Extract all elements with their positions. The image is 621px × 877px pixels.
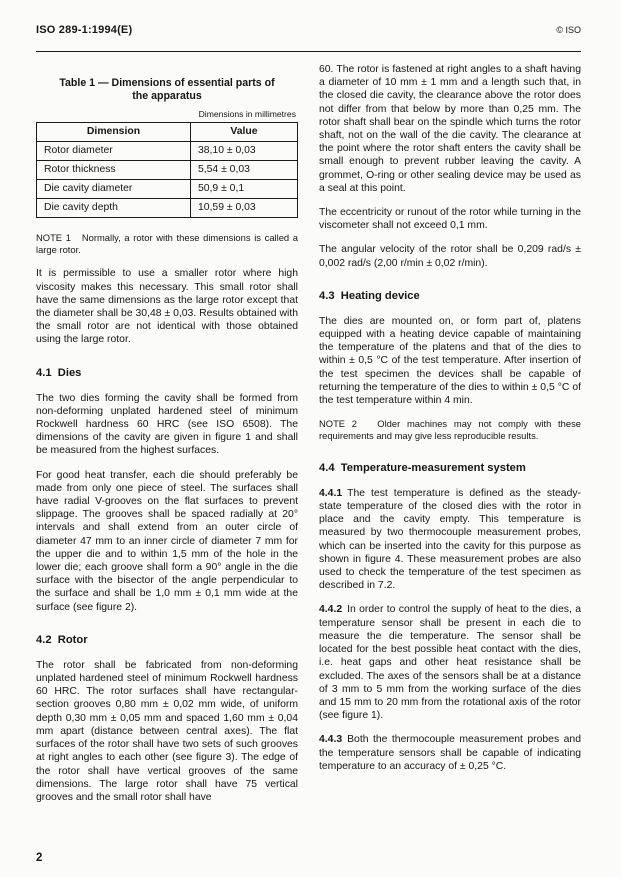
right-column bbox=[319, 63, 581, 815]
table-cell-value: 10,59 ± 0,03 bbox=[190, 198, 297, 217]
table-cell-value: 38,10 ± 0,03 bbox=[190, 141, 297, 160]
table-cell-value: 50,9 ± 0,1 bbox=[190, 179, 297, 198]
heading-4-1-dies: 4.1 Dies bbox=[36, 366, 82, 379]
table-cell-dimension: Die cavity depth bbox=[37, 198, 191, 217]
clause-number: 4.4.2 bbox=[319, 604, 343, 616]
copyright-notice: © ISO bbox=[556, 25, 581, 35]
table-cell-dimension: Die cavity diameter bbox=[37, 179, 191, 198]
header-rule bbox=[36, 51, 581, 52]
two-column-layout bbox=[36, 63, 581, 815]
table-cell-value: 5,54 ± 0,03 bbox=[190, 160, 297, 179]
table1-col-header-value: Value bbox=[190, 122, 297, 141]
page-header bbox=[36, 24, 581, 36]
document-id: ISO 289-1:1994(E) bbox=[36, 24, 133, 36]
table-row bbox=[37, 141, 298, 160]
heading-4-4-temperature-system: 4.4 Temperature-measurement system bbox=[319, 461, 526, 474]
page-number: 2 bbox=[36, 852, 43, 864]
table1-dimensions bbox=[36, 122, 298, 218]
paragraph-4-3: The dies are mounted on, or form part of, platens equipped with a heating device capable of maintaining the temperature of the platens and that of the dies to within ± 0,5 °C of the test temperature. After insertion of the test specimen the devices shall be capable of returning the temperature of the dies to within ± 0,5 °C of the test temperature within 4 min. bbox=[319, 315, 581, 407]
table-cell-dimension: Rotor diameter bbox=[37, 141, 191, 160]
paragraph-4-4-1 bbox=[319, 487, 581, 593]
paragraph-4-2: The rotor shall be fabricated from non-deforming unplated hardened steel of minimum Rockwell hardness 60 HRC. The rotor surfaces shall have rectangular-section grooves 0,80 mm ± 0,02 mm wide, of uniform depth 0,30 mm ± 0,05 mm and spaced 1,60 mm ± 0,04 mm apart (distance between central axes). The flat surfaces of the rotor shall have two sets of such grooves at right angles to each other (see figure 3). The edge of the rotor shall have vertical grooves of the same dimensions. The large rotor shall have 75 vertical grooves and the small rotor shall have bbox=[36, 659, 298, 803]
paragraph-angular-velocity: The angular velocity of the rotor shall be 0,209 rad/s ± 0,002 rad/s (2,00 r/min ± 0,02 r/min). bbox=[319, 244, 581, 269]
table-row bbox=[37, 198, 298, 217]
table-header-row bbox=[37, 122, 298, 141]
clause-text: Both the thermocouple measurement probes and the temperature sensors shall be capable of indicating temperature to an accuracy of ± 0,25 °C. bbox=[319, 734, 581, 772]
table1-units-note: Dimensions in millimetres bbox=[198, 108, 296, 119]
table1-caption: Table 1 — Dimensions of essential parts of the apparatus bbox=[59, 77, 275, 103]
paragraph-4-4-2 bbox=[319, 603, 581, 722]
paragraph-rotor-continued: 60. The rotor is fastened at right angles to a shaft having a diameter of 10 mm ± 1 mm and a length such that, in the closed die cavity, the clearance above the rotor does not differ from that below by more than 0,25 mm. The rotor shaft shall bear on the spindle which turns the rotor shaft, not on the wall of the die cavity. The clearance at the point where the rotor shaft enters the cavity shall be small enough to prevent rubber leaving the cavity. A grommet, O-ring or other sealing device may be used as a seal at this point. bbox=[319, 64, 581, 194]
note-1: NOTE 1 Normally, a rotor with these dimensions is called a large rotor. bbox=[36, 231, 298, 255]
left-column bbox=[36, 63, 298, 815]
paragraph-small-rotor: It is permissible to use a smaller rotor where high viscosity makes this necessary. This small rotor shall have the same dimensions as the large rotor except that the diameter shall be 30,48 ± 0,03. Results obtained with the small rotor are not identical with those obtained using the large rotor. bbox=[36, 268, 298, 346]
clause-text: The test temperature is defined as the steady-state temperature of the closed dies with the rotor in place and the cavity empty. This temperature is measured by two thermocouple measurement probes, which can be inserted into the cavity for this purpose as shown in figure 4. These measurement probes are also used to check the temperature of the test specimen as described in 7.2. bbox=[319, 487, 581, 592]
paragraph-eccentricity: The eccentricity or runout of the rotor while turning in the viscometer shall not exceed 0,1 mm. bbox=[319, 207, 581, 232]
paragraph-4-1-b: For good heat transfer, each die should preferably be made from only one piece of steel. The surfaces shall have radial V-grooves on the flat surfaces to prevent slippage. The grooves shall be spaced radially at 20° intervals and shall extend from an outer circle of diameter 47 mm to an inner circle of diameter 7 mm for the upper die and to within 1,5 mm of the hole in the lower die; each groove shall form a 90° angle in the die surface with the bisector of the angle perpendicular to the surface and shall be 1,0 mm ± 0,1 mm wide at the surface (see figure 2). bbox=[36, 469, 298, 613]
note-2: NOTE 2 Older machines may not comply with these requirements and may give less reproducible results. bbox=[319, 418, 581, 442]
table1-col-header-dimension: Dimension bbox=[37, 122, 191, 141]
clause-number: 4.4.1 bbox=[319, 487, 343, 499]
table-row bbox=[37, 160, 298, 179]
paragraph-4-4-3 bbox=[319, 733, 581, 773]
paragraph-4-1-a: The two dies forming the cavity shall be formed from non-deforming unplated hardened steel of minimum Rockwell hardness 60 HRC (see ISO 6508). The dimensions of the cavity are given in figure 1 and shall be measured from the highest surfaces. bbox=[36, 392, 298, 457]
heading-4-2-rotor: 4.2 Rotor bbox=[36, 633, 88, 646]
heading-4-3-heating-device: 4.3 Heating device bbox=[319, 289, 420, 302]
clause-number: 4.4.3 bbox=[319, 734, 343, 746]
clause-text: In order to control the supply of heat to the dies, a temperature sensor shall be present in each die to measure the die temperature. The sensor shall be located for the best possible heat contact with the dies, i.e. heat gaps and other heat resistance shall be excluded. The axes of the sensors shall be at a distance of 3 mm to 5 mm from the working surface of the dies and 15 mm to 20 mm from the rotational axis of the rotor (see figure 1). bbox=[319, 604, 581, 722]
table-row bbox=[37, 179, 298, 198]
table-cell-dimension: Rotor thickness bbox=[37, 160, 191, 179]
